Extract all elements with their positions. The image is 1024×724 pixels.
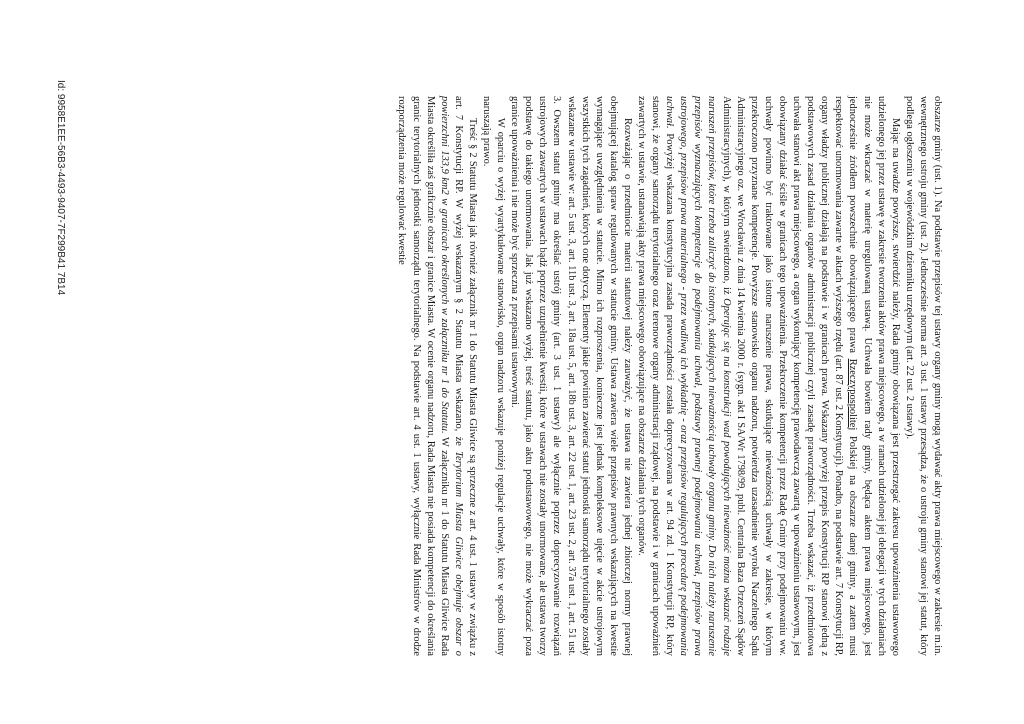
paragraph-segment: Rozważając o przedmiocie materii statutowej należy zauważyć, że ustawa nie zawiera jednej zbiorczej normy prawnej obejmującej katalog spraw regulowanych w statucie gminy. Ustawa zawiera wiele przepisów prawnych wskazujących na kwestie wymagające uwzględnienia w statucie. Mimo ich rozproszenia, konieczne jest jednak kompleksowe ujęcie w akcie ustrojowym wszystkich tych zagadnień, których one dotyczą. Elementy jakie powinien zawierać statut jednostki samorządu terytorialnego zostały wskazane w ustawie w: art. 5 ust. 3, art. 11b ust. 3, art. 18a ust. 5, art. 18b ust. 3, art. 22 ust. 1, art. 23 ust. 2, art. 37a ust. 1, art. 51 ust. 3. Owszem statut gminy ma określać ustrój gminy (art. 3 ust. 1 ustawy) ale wyłącznie poprzez doprecyzowanie rozwiązań ustrojowych zawartych w ustawach bądź poprzez uzupełnienie kwestii, które w ustawach nie zostały unormowane, ale ustawa tworzy podstawę do takiego unormowania. Jak już wskazano wyżej, treść statutu, jako aktu podustawowego, nie może wykraczać poza granice upoważnienia i nie może być sprzeczna z przepisami ustawowymi. xyxy=(509,96,633,656)
paragraph-p2 xyxy=(634,96,902,656)
paragraph-segment: Treść § 2 Statutu Miasta jak również załącznik nr 1 do Statutu Miasta Gliwice są sprzeczne z art. 4 ust. 1 ustawy w związku z art. 7 Konstytucji RP. W wyżej wskazanym § 2 Statutu Miasta wskazano, że xyxy=(452,96,478,656)
paragraph-segment: Powyżej wskazana konstytucyjna zasada praworządności została doprecyzowana w art. 94 zd. 1 Konstytucji RP, który stanowi, że organy samorządu terytorialnego oraz terenowe organy administracji rządowej, na podstawie i w granicach upoważnień zawartych w ustawie, ustanawiają akty prawa miejscowego obowiązujące na obszarze działania tych organów. xyxy=(636,96,676,656)
paragraph-segment: obszarze gminy (ust. 1). Na podstawie przepisów tej ustawy organy gminy mogą wydawać akty prawa miejscowego w zakresie m.in. wewnętrznego ustroju gminy (ust. 2). Jednocześnie norma art. 3 ust. 1 ustawy przesądza, że o ustroju gminy stanowi jej statut, który podlega ogłoszeniu w wojewódzkim dzienniku urzędowym (art. 22 ust. 2 ustawy). xyxy=(903,96,943,656)
paragraph-p5 xyxy=(394,96,479,656)
paragraph-segment: Polskiej na obszarze danej gminy, a zatem musi respektować unormowania zawarte w aktach wyższego rzędu (art. 87 ust. 2 Konstytucji). Ponadto, na podstawie art. 7 Konstytucji RP, organy władzy publicznej działają na podstawie i w granicach prawa. Wskazany powyżej przepis Konstytucji RP stanowi jedną z podstawowych zasad działania organów administracji publicznej czyli zasadę praworządności. Trzeba wskazać, iż przedmiotowa uchwała stanowi akt prawa miejscowego, a organ wykonujący kompetencję prawodawczą zawartą w upoważnieniu ustawowym, jest obowiązany działać ściśle w granicach tego upoważnienia. Przekroczenie kompetencji przez Radę Gminy przy podejmowaniu ww. uchwały powinno być traktowane jako istotne naruszenie prawa, skutkujące nieważnością uchwały w zakresie, w którym przekroczono przyznane kompetencje. Powyższe stanowisko organu nadzoru, potwierdza uzasadnienie wyroku Naczelnego Sądu Administracyjnego oz. we Wrocławiu z dnia 14 kwietnia 2000 r. (sygn. akt I SA/Wr 1798/99, publ. Centralna Baza Orzeczeń Sądów Administracyjnych), w którym stwierdzono, iż xyxy=(720,96,859,656)
paragraph-segment: Mając na uwadze powyższe, stwierdzić należy, Rada gminy obowiązana jest przestrzegać zakresu upoważnienia ustawowego udzielonego jej przez ustawę w zakresie tworzenia aktów prawa miejscowego, a w ramach udzielonej jej delegacji w tych działaniach nie może wkraczać w materię uregulowaną ustawą. Uchwała bowiem rady gminy, będąca aktem prawa miejscowego, jest jednocześnie źródłem powszechnie obowiązującego prawa xyxy=(847,96,901,656)
paragraph-segment: W załączniku nr 1 do Statutu Miasta Gliwice Rada Miasta określiła zaś graficznie obszar i granice Miasta. W ocenie organu nadzoru, Rada Miasta nie posiada kompetencji do określania granic terytorialnych jednostki samorządu terytorialnego. Na podstawie art. 4 ust. 1 ustawy, wyłącznie Rada Ministrów w drodze rozporządzenia może regulować kwestie xyxy=(396,96,450,656)
document-body-text xyxy=(394,96,944,656)
paragraph-segment: Terytorium Miasta Gliwice obejmuje obszar o powierzchni 133,9 km2 w granicach określonych w załączniku nr 1 do Statutu. xyxy=(438,96,464,657)
paragraph-segment: Operując się na konstrukcji wad powodujących nieważność można wskazać rodzaje naruszeń przepisów, które trzeba zaliczyć do istotnych, skutkujących nieważnością uchwały organu gminy. Do nich należy naruszenie przepisów wyznaczających kompetencje do podejmowania uchwał, podstawy prawnej podejmowania uchwał, przepisów prawa ustrojowego, przepisów prawa materialnego - przez wadliwą ich wykładnię - oraz przepisów regulujących procedurę podejmowania uchwał. xyxy=(664,96,732,657)
paragraph-segment: Rzeczypospolitej xyxy=(847,358,859,431)
paragraph-p4 xyxy=(479,96,507,656)
paragraph-segment: W oparciu o wyżej wyartykułowane stanowisko, organ nadzoru wskazuje poniżej regulacje uchwały, które w sposób istotny naruszają prawo. xyxy=(481,96,507,656)
paragraph-p1 xyxy=(902,96,944,656)
paragraph-p3 xyxy=(507,96,634,656)
document-id-footer: Id: 9958E1EE-56B3-4493-9407-7F299B41 7B14 xyxy=(55,80,66,296)
